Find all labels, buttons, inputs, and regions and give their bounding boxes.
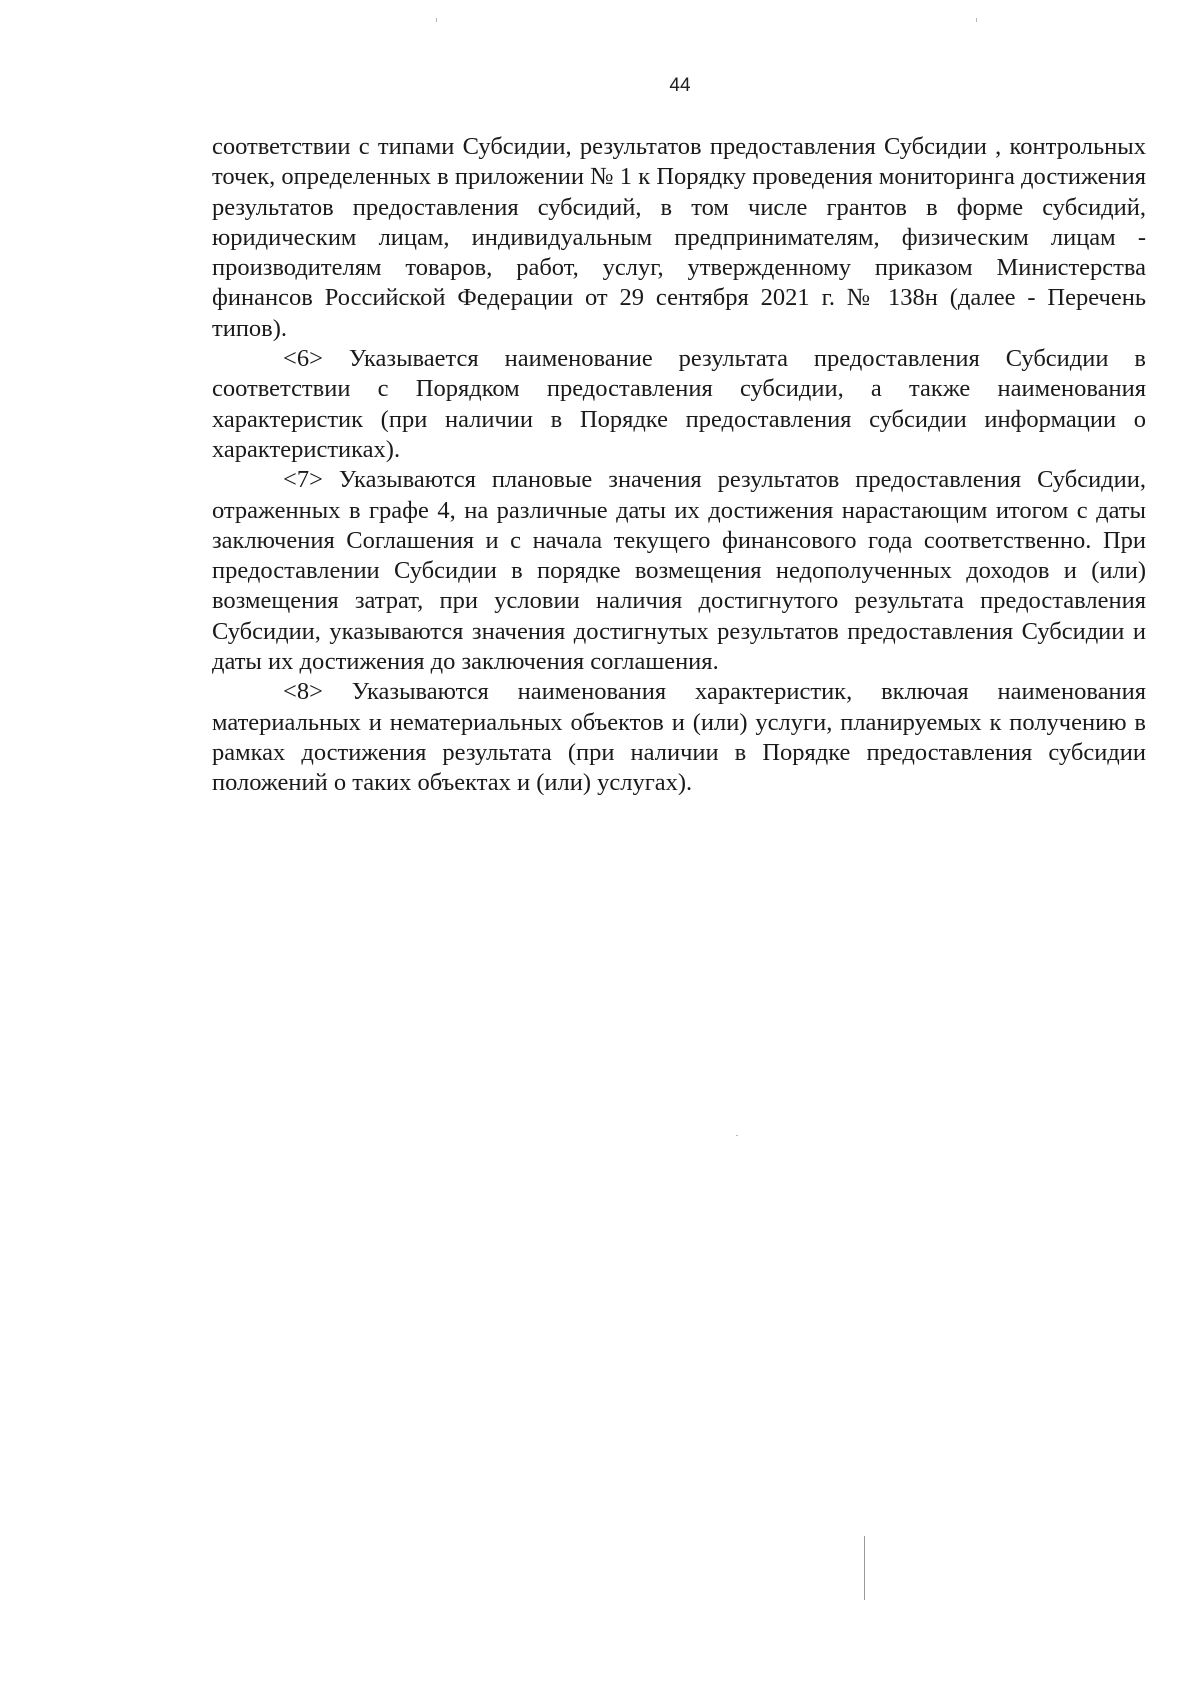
paragraph-continuation: соответствии с типами Субсидии, результатов предоставления Субсидии , контрольных точек, определенных в приложении № 1 к Порядку проведения мониторинга достижения результатов предоставления субсидий, в том числе грантов в форме субсидий, юридическим лицам, индивидуальным предпринимателям, физическим лицам - производителям товаров, работ, услуг, утвержденному приказом Министерства финансов Российской Федерации от 29 сентября 2021 г. № 138н (далее - Перечень типов).: [212, 133, 1146, 342]
footnote-7: <7> Указываются плановые значения результатов предоставления Субсидии, отраженных в графе 4, на различные даты их достижения нарастающим итогом с даты заключения Соглашения и с начала текущего финансового года соответственно. При предоставлении Субсидии в порядке возмещения недополученных доходов и (или) возмещения затрат, при условии наличия достигнутого результата предоставления Субсидии, указываются значения достигнутых результатов предоставления Субсидии и даты их достижения до заключения соглашения.: [212, 466, 1146, 676]
scan-artifact: [864, 1536, 865, 1600]
footnote-8: <8> Указываются наименования характеристик, включая наименования материальных и нематериальных объектов и (или) услуги, планируемых к получению в рамках достижения результата (при наличии в Порядке предоставления субсидии положений о таких объектах и (или) услугах).: [212, 678, 1146, 797]
scan-artifact: [736, 1135, 738, 1136]
scan-artifact: [976, 18, 977, 22]
scan-artifact: [436, 18, 437, 22]
page-number: 44: [669, 75, 691, 96]
document-body: [212, 132, 1146, 799]
footnote-6: <6> Указывается наименование результата предоставления Субсидии в соответствии с Порядком предоставления субсидии, а также наименования характеристик (при наличии в Порядке предоставления субсидии информации о характеристиках).: [212, 345, 1146, 463]
